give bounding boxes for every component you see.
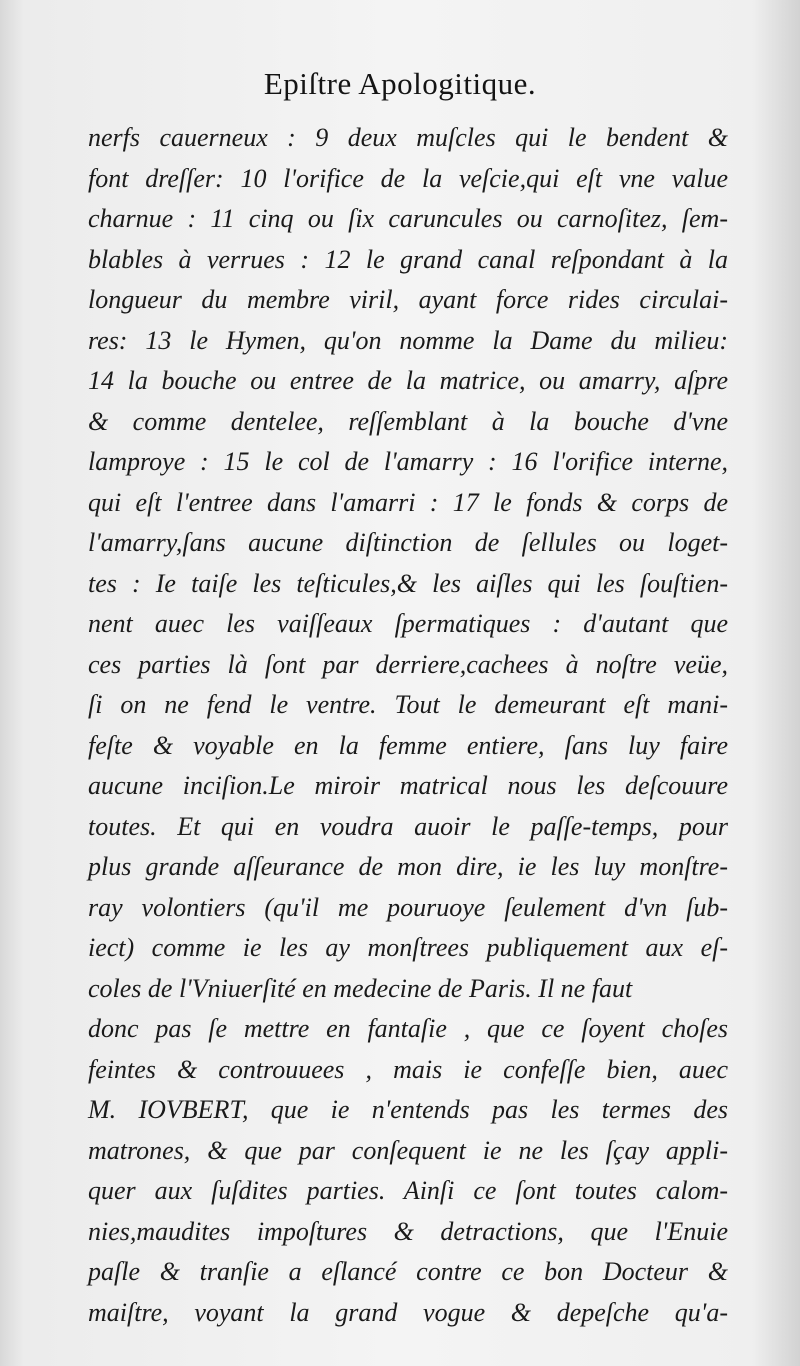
text-line: longueur du membre viril, ayant force rides circulai-: [88, 285, 728, 314]
text-line: plus grande aſſeurance de mon dire, ie les luy monſtre-: [88, 852, 728, 881]
text-line: matrones, & que par conſequent ie ne les ſçay appli-: [88, 1135, 728, 1165]
text-line: & comme dentelee, reſſemblant à la bouche d'vne: [88, 406, 728, 436]
text-line: quer aux ſuſdites parties. Ainſi ce ſont toutes calom-: [88, 1176, 728, 1205]
text-line: ray volontiers (qu'il me pouruoye ſeulement d'vn ſub-: [88, 892, 728, 922]
text-line: lamproye : 15 le col de l'amarry : 16 l'orifice interne,: [88, 447, 728, 476]
text-line: ces parties là ſont par derriere,cachees à noſtre veüe,: [88, 649, 728, 679]
body-text: [88, 118, 728, 1333]
text-line: 14 la bouche ou entree de la matrice, ou amarry, aſpre: [88, 366, 728, 395]
text-line: res: 13 le Hymen, qu'on nomme la Dame du milieu:: [88, 325, 728, 355]
text-line: font dreſſer: 10 l'orifice de la veſcie,qui eſt vne value: [88, 163, 728, 193]
text-line: feſte & voyable en la femme entiere, ſans luy faire: [88, 730, 728, 760]
text-line: nies,maudites impoſtures & detractions, que l'Enuie: [88, 1216, 728, 1246]
text-line: nent auec les vaiſſeaux ſpermatiques : d'autant que: [88, 609, 728, 638]
text-line: charnue : 11 cinq ou ſix caruncules ou carnoſitez, ſem-: [88, 204, 728, 233]
text-line: iect) comme ie les ay monſtrees publiquement aux eſ-: [88, 933, 728, 962]
running-header: Epiſtre Apologitique.: [263, 66, 537, 101]
text-line: coles de l'Vniuerſité en medecine de Paris. Il ne faut: [88, 973, 633, 1003]
text-line: toutes. Et qui en voudra auoir le paſſe-temps, pour: [88, 811, 728, 841]
text-line: feintes & controuuees , mais ie confeſſe bien, auec: [88, 1054, 728, 1084]
text-line: maiſtre, voyant la grand vogue & depeſche qu'a-: [88, 1297, 728, 1327]
text-line: paſle & tranſie a eſlancé contre ce bon Docteur &: [88, 1257, 728, 1286]
text-line: aucune inciſion.Le miroir matrical nous les deſcouure: [88, 771, 728, 800]
text-line: donc pas ſe mettre en fantaſie , que ce ſoyent choſes: [88, 1014, 728, 1043]
text-line: nerfs cauerneux : 9 deux muſcles qui le bendent &: [88, 123, 728, 152]
text-line: tes : Ie taiſe les teſticules,& les aiſles qui les ſouſtien-: [88, 568, 728, 598]
text-line: qui eſt l'entree dans l'amarri : 17 le fonds & corps de: [88, 487, 728, 517]
text-line: l'amarry,ſans aucune diſtinction de ſellules ou loget-: [88, 528, 728, 557]
text-line: blables à verrues : 12 le grand canal reſpondant à la: [88, 244, 728, 274]
text-line: M. IOVBERT, que ie n'entends pas les termes des: [88, 1095, 728, 1124]
text-line: ſi on ne fend le ventre. Tout le demeurant eſt mani-: [88, 690, 728, 719]
